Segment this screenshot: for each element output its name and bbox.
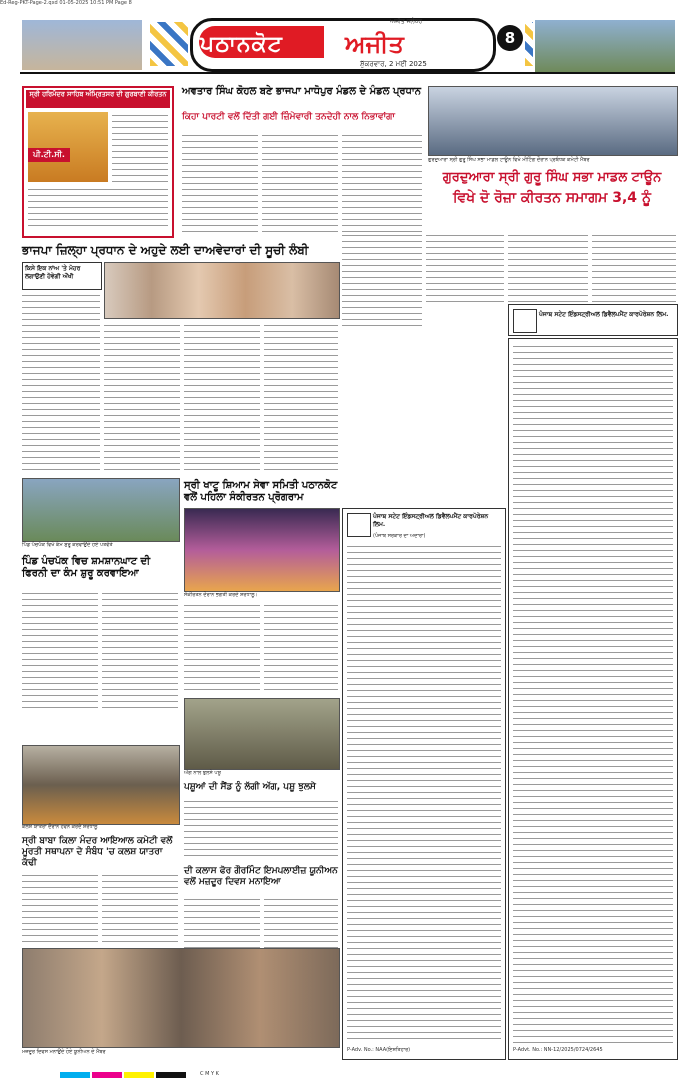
psidc-center-notice xyxy=(342,508,506,1060)
labour-group-photo xyxy=(22,948,340,1048)
gurdwara-meeting-photo xyxy=(428,86,678,156)
psidc-logo-icon xyxy=(513,309,537,333)
masthead xyxy=(0,8,687,68)
bjp-text-col2 xyxy=(104,322,180,472)
print-colour-strip xyxy=(0,1068,687,1089)
psidc-right-notice xyxy=(508,338,678,1060)
psidc-center-logo-icon xyxy=(347,513,371,537)
labour-text-col2 xyxy=(264,896,338,956)
masthead-photo-left xyxy=(22,20,142,70)
animals-headline: ਪਸ਼ੂਆਂ ਦੀ ਸੈਂਡ ਨੂੰ ਲੱਗੀ ਅੱਗ, ਪਸ਼ੂ ਝੁਲਸੇ xyxy=(184,782,316,792)
black-swatch xyxy=(156,1072,186,1078)
gurdwara-text-col1 xyxy=(342,232,422,327)
bjp-boxed-note xyxy=(22,262,102,290)
left-ad-text xyxy=(112,112,168,182)
temple-text-col2 xyxy=(102,872,178,942)
story-kohal-headline: ਅਵਤਾਰ ਸਿੰਘ ਕੋਹਲ ਬਣੇ ਭਾਜਪਾ ਮਾਧੋਪੁਰ ਮੰਡਲ ਦੇ ਮੰਡਲ ਪ੍ਰਧਾਨ xyxy=(182,86,422,97)
yellow-swatch xyxy=(124,1072,154,1078)
masthead-pattern-right xyxy=(525,22,533,66)
temple-caption: ਕਲਸ਼ ਯਾਤਰਾ ਦੌਰਾਨ ਹਵਨ ਕਰਦੇ ਸ਼ਰਧਾਲੂ xyxy=(22,824,98,830)
animals-caption: ਅੱਗ ਨਾਲ ਝੁਲਸੇ ਪਸ਼ੂ xyxy=(184,770,221,776)
bjp-boxed-note-text: ਕਿਸੇ ਇਕ ਨਾਂਅ 'ਤੇ ਮੋਹਰ ਲਗਾਉਣੀ ਹੋਵੇਗੀ ਔਖੀ xyxy=(25,265,81,280)
psidc-right-body xyxy=(513,343,673,1043)
temple-text-col1 xyxy=(22,872,98,942)
psidc-right-org: ਪੰਜਾਬ ਸਟੇਟ ਇੰਡਸਟ੍ਰੀਅਲ ਡਿਵੈਲਪਮੈਂਟ ਕਾਰਪੋਰੇਸ਼ਨ ਲਿਮ. xyxy=(539,311,669,318)
left-ad-bottom-text xyxy=(28,186,168,230)
psidc-right-footer: P-Advt. No.: NN-12/2025/0724/2645 xyxy=(513,1047,603,1053)
golden-temple-image xyxy=(28,112,108,182)
gurdwara-headline-1: ਗੁਰਦੁਆਰਾ ਸ੍ਰੀ ਗੁਰੂ ਸਿੰਘ ਸਭਾ ਮਾਡਲ ਟਾਊਨ xyxy=(442,170,662,185)
masthead-date: ਸ਼ੁੱਕਰਵਾਰ, 2 ਮਈ 2025 xyxy=(360,60,427,68)
left-ad-heading: ਸ੍ਰੀ ਹਰਿਮੰਦਰ ਸਾਹਿਬ ਅੰਮ੍ਰਿਤਸਰ ਦੀ ਗੁਰਬਾਣੀ ਕੀਰਤਨ xyxy=(26,90,170,108)
khatu-text-col2 xyxy=(264,602,338,694)
psidc-center-body xyxy=(347,543,501,1043)
masthead-brand: ਅਜੀਤ xyxy=(345,30,404,58)
crematorium-text-col1 xyxy=(22,590,98,710)
animals-photo xyxy=(184,698,340,770)
labour-photo-caption: ਮਜ਼ਦੂਰ ਦਿਵਸ ਮਨਾਉਂਦੇ ਹੋਏ ਯੂਨੀਅਨ ਦੇ ਮੈਂਬਰ xyxy=(22,1049,106,1055)
masthead-photo-right xyxy=(535,20,675,72)
khatu-photo xyxy=(184,508,340,592)
crematorium-caption: ਪਿੰਡ ਪੰਚਪੱਕ ਵਿਖੇ ਕੰਮ ਸ਼ੁਰੂ ਕਰਵਾਉਂਦੇ ਹੋਏ ਪਤਵੰਤੇ xyxy=(22,542,113,548)
gurdwara-headline-2: ਵਿਖੇ ਦੋ ਰੋਜ਼ਾ ਕੀਰਤਨ ਸਮਾਗਮ 3,4 ਨੂੰ xyxy=(452,190,652,206)
print-slug: Ed-Reg-PKT-Page-2.qxd 01-05-2025 10:51 PM Page 8 xyxy=(0,0,132,6)
story-kohal-subhead: ਕਿਹਾ ਪਾਰਟੀ ਵਲੋਂ ਦਿੱਤੀ ਗਈ ਜ਼ਿੰਮੇਵਾਰੀ ਤਨਦੇਹੀ ਨਾਲ ਨਿਭਾਵਾਂਗਾ xyxy=(182,112,395,122)
psidc-right-header xyxy=(508,304,678,336)
psidc-center-org: ਪੰਜਾਬ ਸਟੇਟ ਇੰਡਸਟ੍ਰੀਅਲ ਡਿਵੈਲਪਮੈਂਟ ਕਾਰਪੋਰੇਸ਼ਨ ਲਿਮ. xyxy=(373,513,489,528)
bjp-candidates-photos xyxy=(104,262,340,319)
animals-text xyxy=(184,798,338,860)
khatu-caption: ਸੰਕੀਰਤਨ ਦੌਰਾਨ ਭਗਤੀ ਕਰਦੇ ਸ਼ਰਧਾਲੂ। xyxy=(184,592,258,598)
cyan-swatch xyxy=(60,1072,90,1078)
bjp-text-col4 xyxy=(264,322,338,472)
khatu-text-col1 xyxy=(184,602,260,694)
bjp-headline: ਭਾਜਪਾ ਜ਼ਿਲ੍ਹਾ ਪ੍ਰਧਾਨ ਦੇ ਅਹੁਦੇ ਲਈ ਦਾਅਵੇਦਾਰਾਂ ਦੀ ਸੂਚੀ ਲੰਬੀ xyxy=(22,243,309,257)
bjp-text-col3 xyxy=(184,322,260,472)
temple-headline: ਸ੍ਰੀ ਬਾਬਾ ਕਿਲਾ ਮੰਦਰ ਆਇਆਲ ਕਮੇਟੀ ਵਲੋਂ ਮੂਰਤੀ ਸਥਾਪਨਾ ਦੇ ਸੰਬੰਧ 'ਚ ਕਲਸ਼ ਯਾਤਰਾ ਕੱਢੀ xyxy=(22,836,173,868)
labour-headline: ਦੀ ਕਲਾਸ ਫੋਰ ਗੌਰਮਿੰਟ ਇਮਪਲਾਈਜ਼ ਯੂਨੀਅਨ ਵਲੋਂ ਮਜ਼ਦੂਰ ਦਿਵਸ ਮਨਾਇਆ xyxy=(184,866,338,887)
psidc-center-sub: (ਪੰਜਾਬ ਸਰਕਾਰ ਦਾ ਅਦਾਰਾ) xyxy=(373,533,426,539)
gurdwara-text-col3 xyxy=(508,232,588,302)
gurdwara-text-col4 xyxy=(592,232,676,302)
crematorium-text-col2 xyxy=(102,590,178,710)
masthead-title: ਪਠਾਨਕੋਟ xyxy=(200,32,283,57)
left-ad xyxy=(22,86,174,238)
khatu-headline: ਸ੍ਰੀ ਖਾਟੂ ਸ਼ਿਆਮ ਸੇਵਾ ਸਮਿਤੀ ਪਠਾਨਕੋਟ ਵਲੋਂ ਪਹਿਲਾ ਸੰਕੀਰਤਨ ਪ੍ਰੋਗਰਾਮ xyxy=(184,480,338,503)
masthead-rule xyxy=(20,72,675,74)
masthead-tagline: ਅਜੀਤ ਜਲੰਧਰ xyxy=(390,18,423,25)
temple-photo xyxy=(22,745,180,825)
page-number: 8 xyxy=(497,25,523,51)
story-kohal-col2 xyxy=(262,132,338,232)
magenta-swatch xyxy=(92,1072,122,1078)
labour-text-col1 xyxy=(184,896,260,956)
crematorium-photo xyxy=(22,478,180,542)
crematorium-headline: ਪਿੰਡ ਪੰਚਪੱਕ ਵਿਚ ਸ਼ਮਸ਼ਾਨਘਾਟ ਦੀ ਫਿਰਨੀ ਦਾ ਕੰਮ ਸ਼ੁਰੂ ਕਰਵਾਇਆ xyxy=(22,556,151,579)
ptc-badge: ਪੀ.ਟੀ.ਸੀ. xyxy=(28,148,70,162)
story-kohal-col1 xyxy=(182,132,258,232)
story-kohal-col3 xyxy=(342,132,422,232)
colour-strip-label: C M Y K xyxy=(200,1071,219,1077)
gurdwara-photo-caption: ਗੁਰਦੁਆਰਾ ਸ੍ਰੀ ਗੁਰੂ ਸਿੰਘ ਸਭਾ ਮਾਡਲ ਟਾਊਨ ਵਿਖੇ ਮੀਟਿੰਗ ਦੌਰਾਨ ਪ੍ਰਬੰਧਕ ਕਮੇਟੀ ਮੈਂਬਰ xyxy=(428,157,590,163)
masthead-pattern-left xyxy=(150,22,188,66)
bjp-text-col1 xyxy=(22,292,100,472)
gurdwara-text-col2 xyxy=(426,232,504,302)
psidc-center-footer: P-Adv. No.: NAA(ਇਸ਼ਤਿਹਾਰ) xyxy=(347,1047,411,1053)
